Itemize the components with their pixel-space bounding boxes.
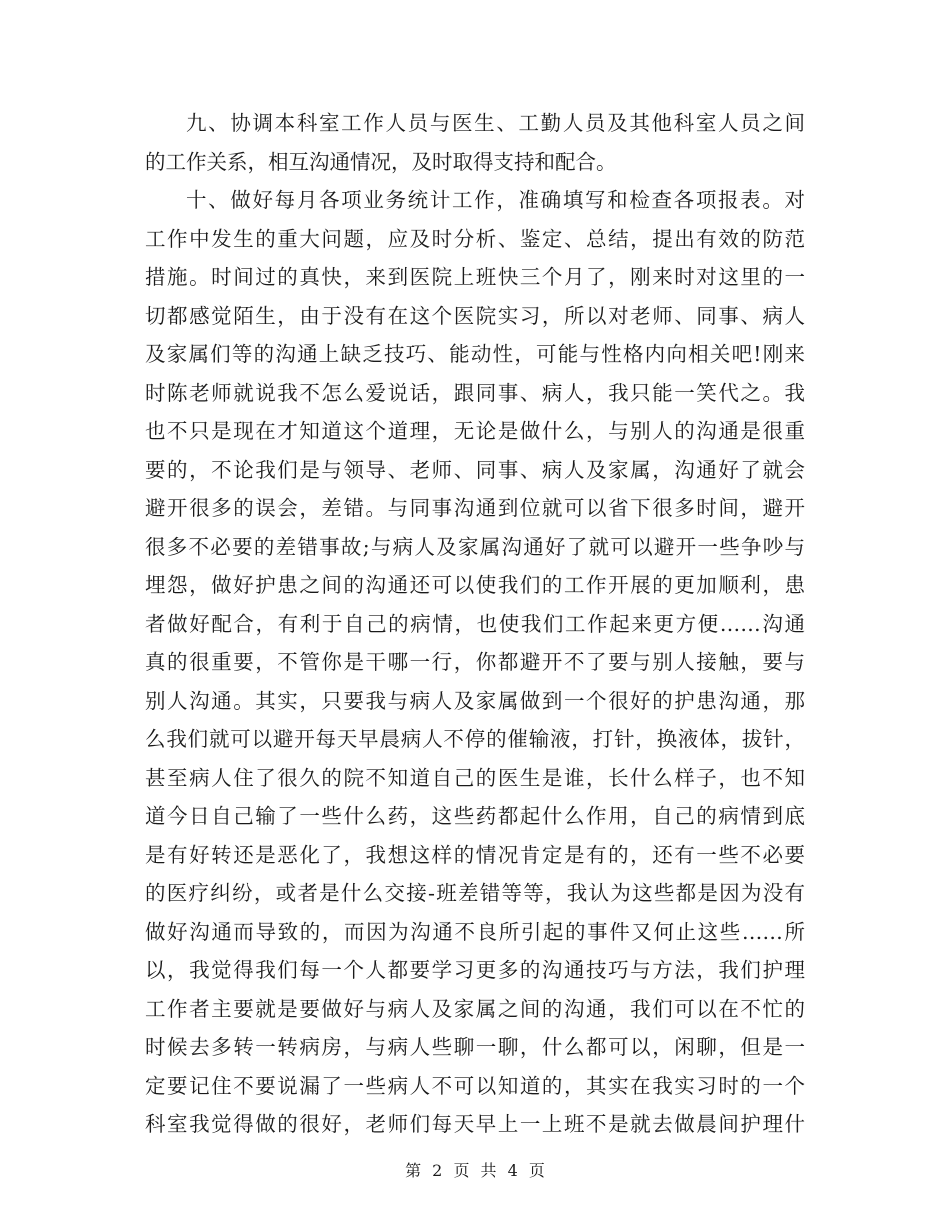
paragraph-line: 工作中发生的重大问题，应及时分析、鉴定、总结，提出有效的防范: [145, 226, 805, 251]
paragraph-line: 是有好转还是恶化了，我想这样的情况肯定是有的，还有一些不必要: [145, 842, 805, 867]
paragraph-line: 者做好配合，有利于自己的病情，也使我们工作起来更方便……沟通: [145, 611, 805, 636]
paragraph-line: 埋怨，做好护患之间的沟通还可以使我们的工作开展的更加顺利，患: [145, 573, 805, 597]
paragraph-line: 真的很重要，不管你是干哪一行，你都避开不了要与别人接触，要与: [145, 650, 805, 674]
paragraph-line: 么我们就可以避开每天早晨病人不停的催输液，打针，换液体，拔针，: [145, 727, 805, 751]
paragraph-line: 要的，不论我们是与领导、老师、同事、病人及家属，沟通好了就会: [145, 457, 805, 482]
paragraph-line: 及家属们等的沟通上缺乏技巧、能动性，可能与性格内向相关吧!刚来: [145, 342, 805, 366]
paragraph-line: 时候去多转一转病房，与病人些聊一聊，什么都可以，闲聊，但是一: [145, 1035, 805, 1059]
paragraph-line: 措施。时间过的真快，来到医院上班快三个月了，刚来时对这里的一: [145, 265, 805, 289]
paragraph-line: 的工作关系，相互沟通情况，及时取得支持和配合。: [145, 149, 617, 174]
paragraph-line: 道今日自己输了一些什么药，这些药都起什么作用，自己的病情到底: [145, 804, 805, 828]
body-text: [145, 104, 805, 1144]
paragraph-line: 很多不必要的差错事故;与病人及家属沟通好了就可以避开一些争吵与: [145, 534, 805, 559]
paragraph-line: 十、做好每月各项业务统计工作，准确填写和检查各项报表。对: [186, 188, 805, 212]
paragraph-line: 的医疗纠纷，或者是什么交接-班差错等等，我认为这些都是因为没有: [145, 881, 805, 905]
paragraph-line: 工作者主要就是要做好与病人及家属之间的沟通，我们可以在不忙的: [145, 996, 805, 1021]
paragraph-line: 时陈老师就说我不怎么爱说话，跟同事、病人，我只能一笑代之。我: [145, 380, 805, 405]
paragraph-line: 科室我觉得做的很好，老师们每天早上一上班不是就去做晨间护理什: [145, 1112, 805, 1136]
paragraph-line: 甚至病人住了很久的院不知道自己的医生是谁，长什么样子，也不知: [145, 765, 805, 790]
page-number-footer: 第 2 页 共 4 页: [405, 1161, 545, 1180]
paragraph-line: 做好沟通而导致的，而因为沟通不良所引起的事件又何止这些……所: [145, 919, 805, 944]
paragraph-line: 避开很多的误会，差错。与同事沟通到位就可以省下很多时间，避开: [145, 496, 805, 520]
paragraph-line: 九、协调本科室工作人员与医生、工勤人员及其他科室人员之间: [186, 111, 805, 135]
paragraph-line: 也不只是现在才知道这个道理，无论是做什么，与别人的沟通是很重: [145, 419, 805, 443]
paragraph-line: 别人沟通。其实，只要我与病人及家属做到一个很好的护患沟通，那: [145, 688, 805, 713]
paragraph-line: 定要记住不要说漏了一些病人不可以知道的，其实在我实习时的一个: [145, 1073, 805, 1098]
paragraph-line: 以，我觉得我们每一个人都要学习更多的沟通技巧与方法，我们护理: [145, 958, 805, 982]
paragraph-line: 切都感觉陌生，由于没有在这个医院实习，所以对老师、同事、病人: [145, 303, 805, 328]
